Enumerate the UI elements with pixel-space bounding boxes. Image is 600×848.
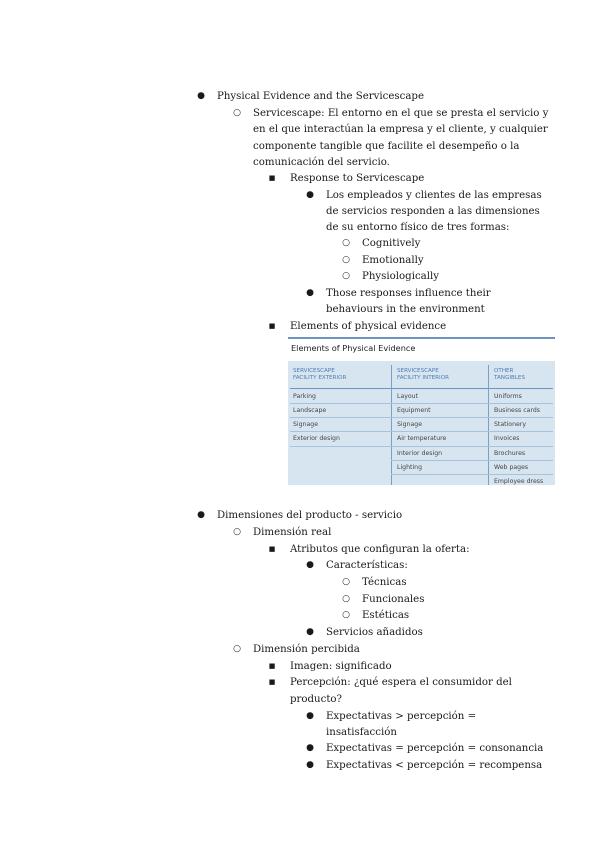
outline-text: Response to Servicescape [290, 173, 425, 184]
bullet-circle-icon: ○ [233, 108, 241, 118]
bullet-square-icon: ■ [268, 545, 276, 553]
outline-text: Estéticas [362, 610, 410, 621]
bullet-dot-icon: ● [197, 91, 205, 101]
col1-header: SERVICESCAPE FACILITY EXTERIOR [293, 368, 347, 381]
bullet-circle-icon: ○ [342, 594, 350, 604]
bullet-circle-icon: ○ [342, 255, 350, 265]
bullet-dot-icon: ● [306, 560, 314, 570]
column-divider [391, 365, 392, 485]
outline-text: Servicios añadidos [326, 627, 423, 638]
bullet-circle-icon: ○ [342, 577, 350, 587]
table-cell: Air temperature [397, 435, 447, 442]
bullet-circle-icon: ○ [233, 644, 241, 654]
table-cell: Uniforms [494, 393, 522, 400]
outline-text: en el que interactúan la empresa y el cliente, y cualquier [253, 124, 548, 135]
outline-text: Funcionales [362, 594, 425, 605]
outline-text: de servicios responden a las dimensiones [326, 206, 540, 217]
bullet-square-icon: ■ [268, 662, 276, 670]
outline-text: insatisfacción [326, 727, 397, 738]
outline-text: producto? [290, 694, 343, 705]
table-cell: Employee dress [494, 478, 544, 485]
outline-text: Elements of physical evidence [290, 321, 447, 332]
table-cell: Layout [397, 393, 419, 400]
outline-text: Características: [326, 560, 408, 571]
bullet-dot-icon: ● [306, 627, 314, 637]
row-rule [290, 446, 553, 447]
figure-title: Elements of Physical Evidence [291, 343, 416, 353]
row-rule [391, 474, 553, 475]
table-cell: Signage [293, 421, 319, 428]
bullet-circle-icon: ○ [342, 238, 350, 248]
table-cell: Exterior design [293, 435, 340, 442]
physical-evidence-figure [288, 337, 555, 485]
row-rule [290, 417, 553, 418]
outline-text: Expectativas > percepción = [326, 711, 477, 722]
row-rule [290, 431, 553, 432]
table-cell: Landscape [293, 407, 327, 414]
header-rule [290, 388, 553, 389]
bullet-square-icon: ■ [268, 322, 276, 330]
outline-text: comunicación del servicio. [253, 157, 390, 168]
table-cell: Business cards [494, 407, 541, 414]
outline-text: Expectativas < percepción = recompensa [326, 760, 543, 771]
bullet-dot-icon: ● [306, 743, 314, 753]
outline-text: componente tangible que facilite el desempeño o la [253, 141, 520, 152]
bullet-dot-icon: ● [306, 288, 314, 298]
bullet-square-icon: ■ [268, 678, 276, 686]
bullet-circle-icon: ○ [233, 527, 241, 537]
outline-text: Those responses influence their [326, 288, 491, 299]
table-cell: Invoices [494, 435, 520, 442]
outline-text: Dimensión percibida [253, 644, 360, 655]
bullet-dot-icon: ● [306, 190, 314, 200]
table-cell: Equipment [397, 407, 431, 414]
table-cell: Interior design [397, 450, 443, 457]
bullet-dot-icon: ● [306, 711, 314, 721]
table-cell: Stationery [494, 421, 527, 428]
bullet-square-icon: ■ [268, 174, 276, 182]
table-cell: Brochures [494, 450, 526, 457]
outline-text: de su entorno físico de tres formas: [326, 222, 510, 233]
outline-text: Physiologically [362, 271, 440, 282]
figure-table [288, 361, 555, 485]
bullet-circle-icon: ○ [342, 271, 350, 281]
table-cell: Signage [397, 421, 423, 428]
table-cell: Web pages [494, 464, 529, 471]
outline-text: Dimensión real [253, 527, 332, 538]
outline-text: Emotionally [362, 255, 424, 266]
row-rule [391, 460, 553, 461]
outline-text: Imagen: significado [290, 661, 392, 672]
outline-text: Expectativas = percepción = consonancia [326, 743, 544, 754]
table-cell: Lighting [397, 464, 423, 471]
outline-text: behaviours in the environment [326, 304, 485, 315]
outline-text: Percepción: ¿qué espera el consumidor del [290, 677, 512, 688]
outline-text: Cognitively [362, 238, 421, 249]
outline-text: Los empleados y clientes de las empresas [326, 190, 542, 201]
bullet-dot-icon: ● [306, 760, 314, 770]
outline-text: Dimensiones del producto - servicio [217, 510, 403, 521]
column-divider [488, 365, 489, 485]
col3-header: OTHER TANGIBLES [494, 368, 526, 381]
outline-text: Técnicas [362, 577, 407, 588]
table-cell: Parking [293, 393, 316, 400]
outline-text: Physical Evidence and the Servicescape [217, 91, 424, 102]
bullet-dot-icon: ● [197, 510, 205, 520]
figure-top-rule [288, 337, 555, 339]
bullet-circle-icon: ○ [342, 610, 350, 620]
outline-text: Servicescape: El entorno en el que se presta el servicio y [253, 108, 549, 119]
row-rule [290, 403, 553, 404]
col2-header: SERVICESCAPE FACILITY INTERIOR [397, 368, 449, 381]
outline-text: Atributos que configuran la oferta: [290, 544, 470, 555]
